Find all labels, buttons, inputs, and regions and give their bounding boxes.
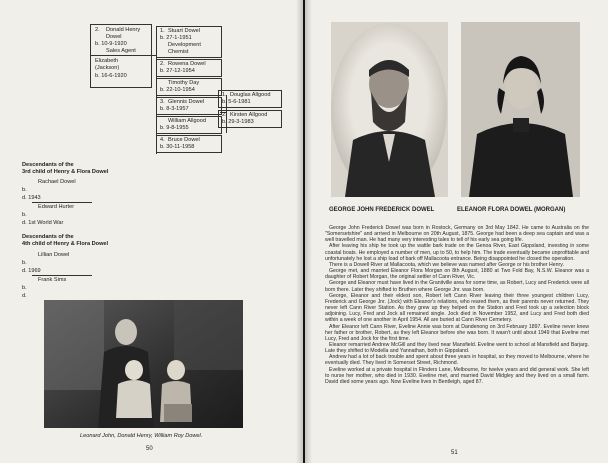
child-1-num: 1. bbox=[160, 28, 165, 34]
photo-caption: Leonard John, Donald Henry, William Roy Dowel. bbox=[80, 433, 203, 439]
section-4-person-1: Lillian Dowel bbox=[38, 252, 70, 258]
portrait-eleanor bbox=[461, 22, 580, 197]
child-1-job2: Chemist bbox=[168, 49, 189, 55]
child-1-birth: b. 27-1-1951 bbox=[160, 35, 192, 41]
parent-name: Donald Henry bbox=[106, 27, 141, 33]
child-2-spouse-name: Timothy Day bbox=[168, 80, 200, 86]
grandchild-1-num: 1. bbox=[222, 92, 227, 98]
child-3-num: 3. bbox=[160, 99, 165, 105]
child-3-birth: b. 8-3-1957 bbox=[160, 106, 189, 112]
section-3-heading-line2: 3rd child of Henry & Flora Dowel bbox=[22, 169, 109, 175]
section-4-divider bbox=[32, 275, 92, 276]
paragraph: Eleanor remarried Andrew McGill and they lived near Mansfield. Eveline went to school at Mansfield and Barjarg. Late they shifted to Modella and Yannathan, both in Gippsland. bbox=[325, 341, 589, 355]
grandchild-1-name: Douglas Allgood bbox=[230, 92, 271, 98]
biography-text bbox=[325, 225, 589, 385]
section-4-birth-1: b. bbox=[22, 260, 27, 266]
child-4-num: 4. bbox=[160, 137, 165, 143]
right-page bbox=[305, 0, 608, 463]
parent-birth: b. 10-9-1920 bbox=[95, 41, 127, 47]
left-page bbox=[0, 0, 303, 463]
portrait-george bbox=[331, 22, 448, 197]
grandchild-2-name: Kirsten Allgood bbox=[230, 112, 268, 118]
section-4-heading-line1: Descendants of the bbox=[22, 234, 74, 240]
grandchild-2-birth: b. 29-3-1983 bbox=[222, 119, 254, 125]
section-4-heading-line2: 4th child of Henry & Flora Dowel bbox=[22, 241, 109, 247]
parent-divider bbox=[90, 55, 150, 56]
child-2-birth: b. 27-12-1954 bbox=[160, 68, 195, 74]
section-3-person-2: Edward Hurter bbox=[38, 204, 75, 210]
spouse-maiden: (Jackson) bbox=[95, 65, 120, 71]
paragraph: Eveline worked at a private hospital in Flinders Lane, Melbourne, for twelve years and did general work. She left to nurse her mother, who died in 1930. Eveline met, and married David Midgley and they lived on a small farm. David died some years ago. Now Eveline lives in Bentleigh, aged 87. bbox=[325, 366, 589, 385]
right-page-number: 51 bbox=[451, 450, 458, 456]
paragraph: George John Frederick Dowel was born in Rostock, Germany on 3rd May 1842. He came to Australia on the "Somersetshire" and arrived in Melbourne on 20th August, 1875. George had been a deep sea captain and was a well travelled man. He had many very interesting tales to tell of his early sea going life. bbox=[325, 225, 589, 244]
child-3-spouse-birth: b. 9-8-1955 bbox=[160, 125, 189, 131]
portrait-george-caption: GEORGE JOHN FREDERICK DOWEL bbox=[329, 207, 435, 213]
paragraph: After leaving his ship he took up the wattle bark trade on the Genoa River, East Gippsland, investing in some coastal boats. He employed a number of men, up to 50, to help him. The trade eventually became unprofitable and unfortunately he lost a ship load of bark off Mallacoota entrance. Being disappointed he closed the operation. bbox=[325, 243, 589, 262]
child-4-birth: b. 30-11-1958 bbox=[160, 144, 195, 150]
section-4-birth-2: b. bbox=[22, 285, 27, 291]
child-3-name: Glennis Dowel bbox=[168, 99, 205, 105]
paragraph: George, Eleanor and their eldest son, Robert left Cann River leaving their three youngest children Lucy, Frederick and George Jnr. (Jock) with Eleanor's relations, who reared them, as their parents never returned. They never left Cann River Station. As they grew up they helped on the Station and Fred took up a selection block adjoining. Lucy, Fred and Jock all remained single. Jock died in November 1952, and Lucy and Fred both died within a week of one another in April 1954. All are buried at Cann River Cemetery. bbox=[325, 292, 589, 324]
section-3-birth-1: b. bbox=[22, 187, 27, 193]
child-1-job: Development bbox=[168, 42, 201, 48]
parent-surname: Dowel bbox=[106, 34, 122, 40]
family-photo bbox=[44, 300, 243, 428]
book-gutter bbox=[296, 0, 312, 463]
section-3-divider bbox=[32, 202, 92, 203]
portrait-george-image bbox=[331, 22, 448, 197]
section-3-person-1: Rachael Dowel bbox=[38, 179, 76, 185]
paragraph: There is a Dowell River at Mallacoota, which we believe was named after George or his brother Henry. bbox=[329, 261, 564, 268]
parent-num: 2. bbox=[95, 27, 100, 33]
child-3-spouse-name: William Allgood bbox=[168, 118, 206, 124]
section-3-death-1: d. 1943 bbox=[22, 195, 41, 201]
child-2-name: Rowena Dowel bbox=[168, 61, 206, 67]
paragraph: George and Eleanor must have lived in the Granitville area for some time, as Robert, Lucy and Frederick were all born there. Later they shifted to Bruthen where George Jnr. was born. bbox=[325, 280, 589, 293]
section-3-heading-line1: Descendants of the bbox=[22, 162, 74, 168]
family-photo-image bbox=[44, 300, 243, 428]
portrait-eleanor-caption: ELEANOR FLORA DOWEL (MORGAN) bbox=[457, 207, 566, 213]
section-3-birth-2: b. bbox=[22, 212, 27, 218]
section-4-death-1: d. 1969 bbox=[22, 268, 41, 274]
section-3-death-2: d. 1st World War bbox=[22, 220, 64, 226]
portrait-eleanor-image bbox=[461, 22, 580, 197]
left-page-number: 50 bbox=[146, 446, 153, 452]
paragraph: After Eleanor left Cann River, Eveline Annie was born at Dandenong on 3rd February 1897. Eveline never knew her father or brother, Robert, as they left Eleanor before she was born. It wasn't until about 1949 that Eveline met Lucy, Fred and Jock for the first time. bbox=[325, 323, 589, 342]
child-1-name: Stuart Dowel bbox=[168, 28, 201, 34]
child-2-num: 2. bbox=[160, 61, 165, 67]
child-2-spouse-birth: b. 22-10-1954 bbox=[160, 87, 195, 93]
parent-job: Sales Agent bbox=[106, 48, 136, 54]
grandchild-2-num: 2. bbox=[222, 112, 227, 118]
section-4-person-2: Frank Sims bbox=[38, 277, 67, 283]
spouse-birth: b. 16-6-1920 bbox=[95, 73, 127, 79]
paragraph: Andrew had a lot of back trouble and spent about three years in hospital, so they moved to Melbourne, where he eventually died. They lived in Somerset Street, Richmond. bbox=[325, 354, 589, 367]
paragraph: George met, and married Eleanor Flora Morgan on 8th August, 1880 at Two Fold Bay, N.S.W. Eleanor was a daughter of Robert Morgan, the original settler of Cann River, Vic. bbox=[325, 268, 589, 281]
grandchild-1-birth: b. 5-6-1981 bbox=[222, 99, 251, 105]
child-4-name: Bruce Dowel bbox=[168, 137, 200, 143]
spouse-name: Elizabeth bbox=[95, 58, 119, 64]
section-4-death-2: d. bbox=[22, 293, 27, 299]
